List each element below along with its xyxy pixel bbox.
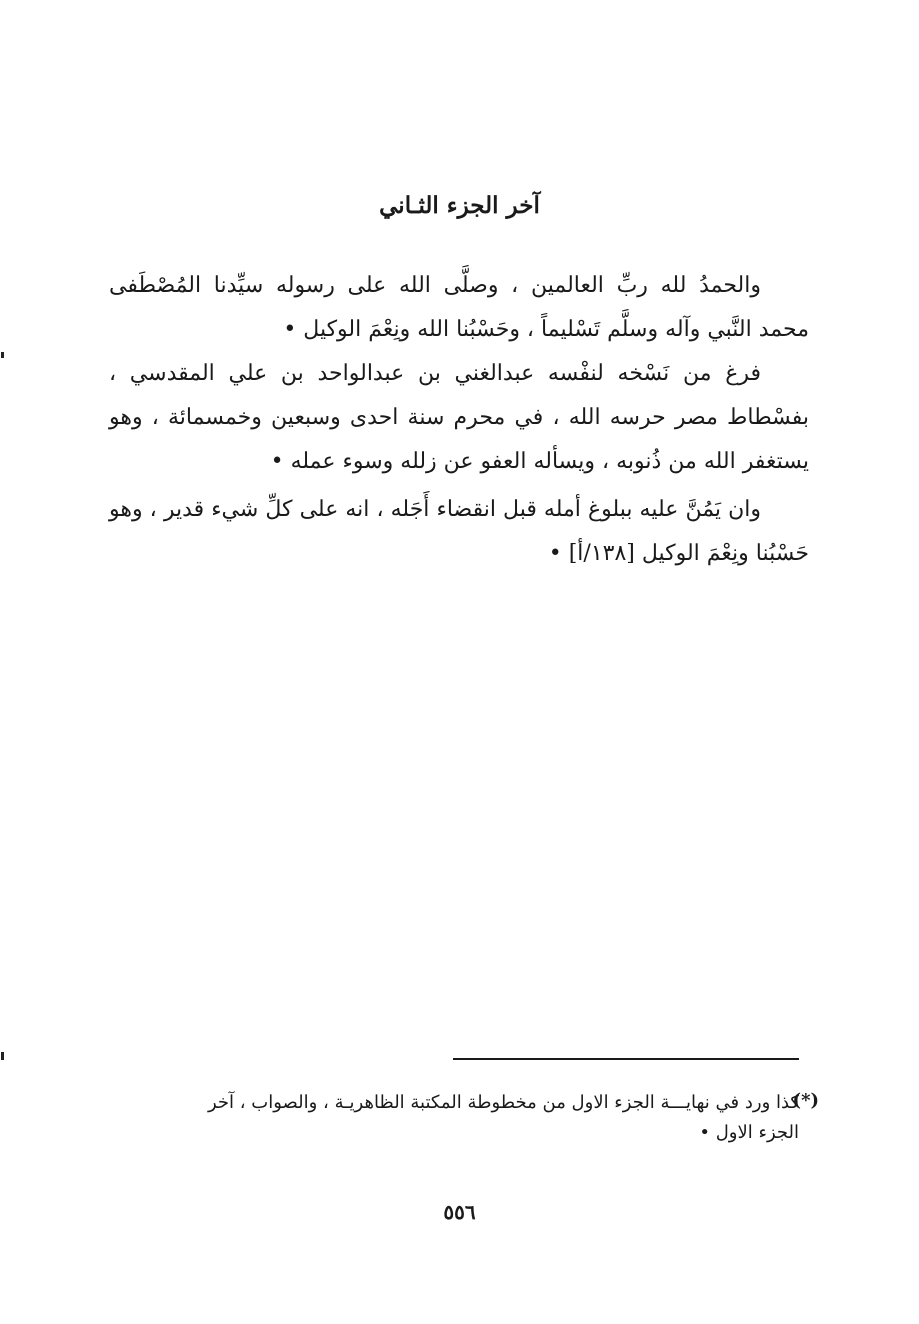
footnote-text: كذا ورد في نهايـــة الجزء الاول من مخطوطة المكتبة الظاهريـة ، والصواب ، آخر الجزء الاول • (207, 1092, 799, 1143)
footnote-marker: (*) (792, 1090, 819, 1111)
body-paragraph-colophon: فرغ من نَسْخه لنفْسه عبدالغني بن عبدالواحد بن علي المقدسي ، بفسْطاط مصر حرسه الله ، في محرم سنة احدى وسبعين وخمسمائة ، وهو يستغفر الله من ذُنوبه ، ويسأله العفو عن زلله وسوء عمله • (109, 361, 809, 474)
page-number: ٥٥٦ (443, 1200, 476, 1224)
scan-mark (1, 1052, 4, 1060)
section-heading: آخر الجزء الثـاني (379, 192, 540, 219)
body-paragraph-doxology: والحمدُ لله ربِّ العالمين ، وصلَّى الله على رسوله سيِّدنا المُصْطَفى محمد النَّبي وآله وسلَّم تَسْليماً ، وحَسْبُنا الله ونِعْمَ الوكيل • (109, 273, 809, 342)
body-paragraph-closing: وان يَمُنَّ عليه ببلوغ أمله قبل انقضاء أَجَله ، انه على كلِّ شيء قدير ، وهو حَسْبُنا ونِعْمَ الوكيل [١٣٨/أ] • (109, 497, 809, 566)
scan-mark (1, 352, 4, 358)
footnote-separator (453, 1058, 799, 1060)
